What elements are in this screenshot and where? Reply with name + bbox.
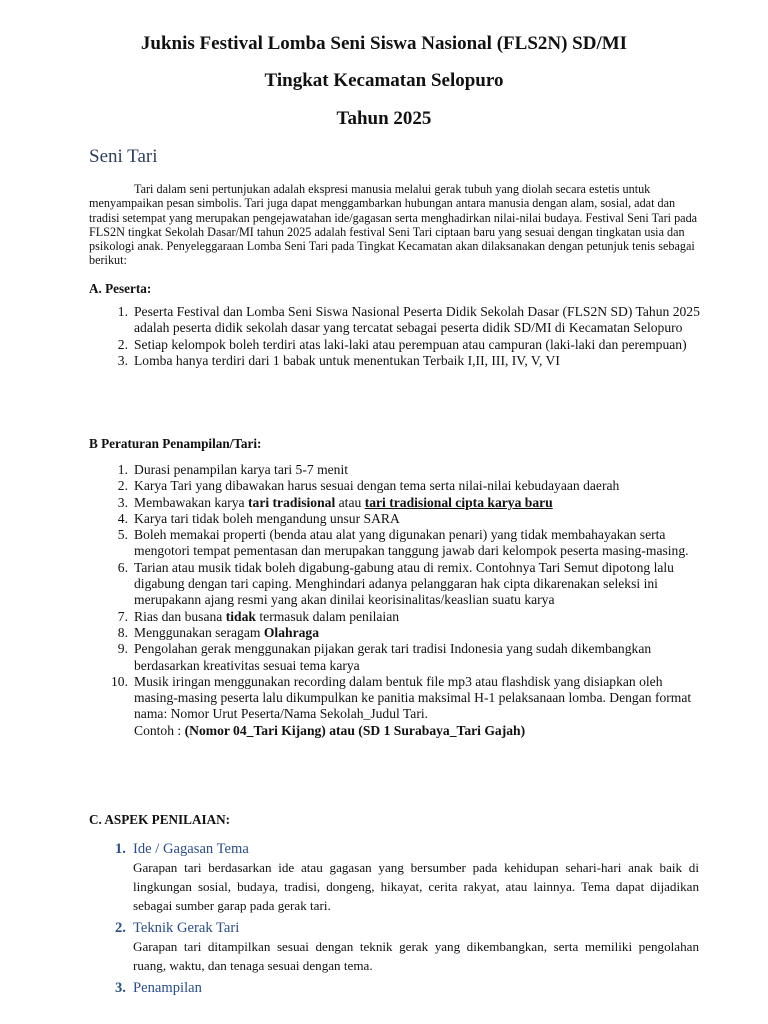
aspect-item-ide bbox=[115, 841, 699, 916]
aspect-item-teknik bbox=[115, 920, 699, 975]
peserta-heading: A. Peserta: bbox=[89, 281, 152, 296]
peraturan-list bbox=[90, 462, 708, 739]
list-item-text bbox=[134, 674, 708, 739]
doc-title-line1: Juknis Festival Lomba Seni Siswa Nasional (FLS2N) SD/MI bbox=[140, 33, 628, 54]
list-item-text: Lomba hanya terdiri dari 1 babak untuk menentukan Terbaik I,II, III, IV, V, VI bbox=[134, 352, 560, 368]
list-item-text: Peserta Festival dan Lomba Seni Siswa Nasional Peserta Didik Sekolah Dasar (FLS2N SD) Tahun 2025 adalah peserta didik sekolah dasar yang tercatat sebagai peserta didik SD/MI di Kecamatan Selopuro bbox=[134, 304, 700, 336]
text-run: Contoh : bbox=[134, 722, 185, 738]
bold-text: tari tradisional bbox=[248, 494, 336, 510]
text-run: termasuk dalam penilaian bbox=[255, 608, 400, 624]
aspect-title: Teknik Gerak Tari bbox=[133, 920, 240, 936]
list-item-text: Pengolahan gerak menggunakan pijakan gerak tari tradisi Indonesia yang sudah dikembangkan berdasarkan kreativitas sesuai tema karya bbox=[134, 641, 652, 673]
list-item: 10. Musik iringan menggunakan recording dalam bentuk file mp3 atau flashdisk yang disiapkan oleh masing-masing peserta lalu dikumpulkan ke panitia maksimal H-1 pelaksanaan lomba. Dengan format nama: Nomor Urut Peserta/Nama Sekolah_Judul Tari. Contoh : (Nomor 04_Tari Kijang) atau (SD 1 Surabaya_Tari Gajah) bbox=[90, 674, 708, 739]
aspect-number: 2. bbox=[115, 920, 126, 936]
list-item-text: Karya tari tidak boleh mengandung unsur SARA bbox=[134, 510, 400, 526]
aspect-description: Garapan tari berdasarkan ide atau gagasan yang bersumber pada kehidupan sehari-hari anak baik di lingkungan sosial, budaya, tradisi, dongeng, hikayat, cerita rakyat, atau lainnya. Tema dapat dijadikan sebagai sumber garap pada gerak tari. bbox=[133, 860, 699, 914]
text-run: Rias dan busana bbox=[134, 608, 226, 624]
aspect-item-penampilan bbox=[115, 980, 699, 997]
aspect-number: 1. bbox=[115, 841, 126, 857]
doc-title-line3: Tahun 2025 bbox=[336, 108, 432, 129]
intro-text: Tari dalam seni pertunjukan adalah ekspresi manusia melalui gerak tubuh yang diolah secara estetis untuk menyampaikan pesan simbolis. Tari juga dapat menggambarkan hubungan antara manusia dengan alam, sosial, adat dan tradisi setempat yang merupakan pengejawatahan ide/gagasan serta menghadirkan nilai-nilai budaya. Festival Seni Tari pada FLS2N tingkat Sekolah Dasar/MI tahun 2025 adalah festival Seni Tari ciptaan baru yang sesuai dengan tingkatan usia dan psikologi anak. Penyeleggaraan Lomba Seni Tari pada Tingkat Kecamatan akan dilaksanakan dengan petunjuk tenis sebagai berikut: bbox=[89, 182, 698, 268]
list-item-text: Durasi penampilan karya tari 5-7 menit bbox=[134, 462, 349, 477]
list-item-text bbox=[134, 609, 708, 625]
list-item-text: Tarian atau musik tidak boleh digabung-gabung atau di remix. Contohnya Tari Semut dipotong lalu digabung dengan tari caping. Menghindari adanya pelanggaran hak cipta dikarenakan seleksi ini merupakann ajang resmi yang akan dinilai keorisinalitas/keaslian suatu karya bbox=[134, 559, 674, 608]
peraturan-heading: B Peraturan Penampilan/Tari: bbox=[89, 436, 262, 451]
list-item: 9. Pengolahan gerak menggunakan pijakan gerak tari tradisi Indonesia yang sudah dikembangkan berdasarkan kreativitas sesuai tema karya bbox=[90, 641, 708, 674]
list-item-text bbox=[134, 625, 708, 641]
list-item: 1. Peserta Festival dan Lomba Seni Siswa Nasional Peserta Didik Sekolah Dasar (FLS2N SD) Tahun 2025 adalah peserta didik sekolah dasar yang tercatat sebagai peserta didik SD/MI di Kecamatan Selopuro bbox=[90, 304, 708, 337]
list-item-text bbox=[134, 495, 708, 511]
intro-paragraph bbox=[89, 182, 701, 268]
bold-underlined-text: tari tradisional cipta karya baru bbox=[364, 494, 553, 510]
list-item: 3. Membawakan karya tari tradisional atau tari tradisional cipta karya baru bbox=[90, 495, 708, 511]
aspect-description: Garapan tari ditampilkan sesuai dengan teknik gerak yang dikembangkan, serta memiliki pengolahan ruang, waktu, dan tenaga sesuai dengan tema. bbox=[133, 939, 699, 974]
aspect-number: 3. bbox=[115, 980, 126, 996]
bold-text: Olahraga bbox=[263, 624, 319, 640]
text-run: atau bbox=[335, 494, 365, 510]
list-item: 6. Tarian atau musik tidak boleh digabung-gabung atau di remix. Contohnya Tari Semut dipotong lalu digabung dengan tari caping. Menghindari adanya pelanggaran hak cipta dikarenakan seleksi ini merupakann ajang resmi yang akan dinilai keorisinalitas/keaslian suatu karya bbox=[90, 560, 708, 609]
section-title: Seni Tari bbox=[89, 146, 158, 167]
doc-title-line2: Tingkat Kecamatan Selopuro bbox=[264, 70, 504, 91]
list-item-text: Boleh memakai properti (benda atau alat yang digunakan penari) yang tidak membahayakan serta mengotori tempat pementasan dan merupakan tanggung jawab dari kelompok peserta masing-masing. bbox=[134, 527, 689, 559]
list-item-text: Setiap kelompok boleh terdiri atas laki-laki atau perempuan atau campuran (laki-laki dan perempuan) bbox=[134, 336, 687, 352]
list-item: 8. Menggunakan seragam Olahraga bbox=[90, 625, 708, 641]
text-run: Musik iringan menggunakan recording dalam bentuk file mp3 atau flashdisk yang disiapkan oleh masing-masing peserta lalu dikumpulkan ke panitia maksimal H-1 pelaksanaan lomba. Dengan format nama: Nomor Urut Peserta/Nama Sekolah_Judul Tari. bbox=[134, 673, 692, 722]
list-item: 2. Karya Tari yang dibawakan harus sesuai dengan tema serta nilai-nilai kebudayaan daerah bbox=[90, 478, 708, 494]
aspek-heading: C. ASPEK PENILAIAN: bbox=[89, 812, 231, 827]
text-run: Membawakan karya bbox=[134, 494, 248, 510]
bold-text: (Nomor 04_Tari Kijang) atau (SD 1 Surabaya_Tari Gajah) bbox=[184, 722, 526, 738]
text-run: Menggunakan seragam bbox=[134, 624, 264, 640]
list-item: 1. Durasi penampilan karya tari 5-7 menit bbox=[90, 462, 708, 478]
list-item: 7. Rias dan busana tidak termasuk dalam penilaian bbox=[90, 609, 708, 625]
list-item-text: Karya Tari yang dibawakan harus sesuai dengan tema serta nilai-nilai kebudayaan daerah bbox=[134, 478, 620, 494]
peserta-list bbox=[90, 304, 708, 369]
list-item: 5. Boleh memakai properti (benda atau alat yang digunakan penari) yang tidak membahayakan serta mengotori tempat pementasan dan merupakan tanggung jawab dari kelompok peserta masing-masing. bbox=[90, 527, 708, 560]
list-item: 4. Karya tari tidak boleh mengandung unsur SARA bbox=[90, 511, 708, 527]
list-item: 2. Setiap kelompok boleh terdiri atas laki-laki atau perempuan atau campuran (laki-laki dan perempuan) bbox=[90, 337, 708, 353]
bold-text: tidak bbox=[225, 608, 256, 624]
list-item: 3. Lomba hanya terdiri dari 1 babak untuk menentukan Terbaik I,II, III, IV, V, VI bbox=[90, 353, 708, 369]
aspect-title: Penampilan bbox=[133, 980, 202, 996]
aspect-title: Ide / Gagasan Tema bbox=[133, 841, 249, 857]
